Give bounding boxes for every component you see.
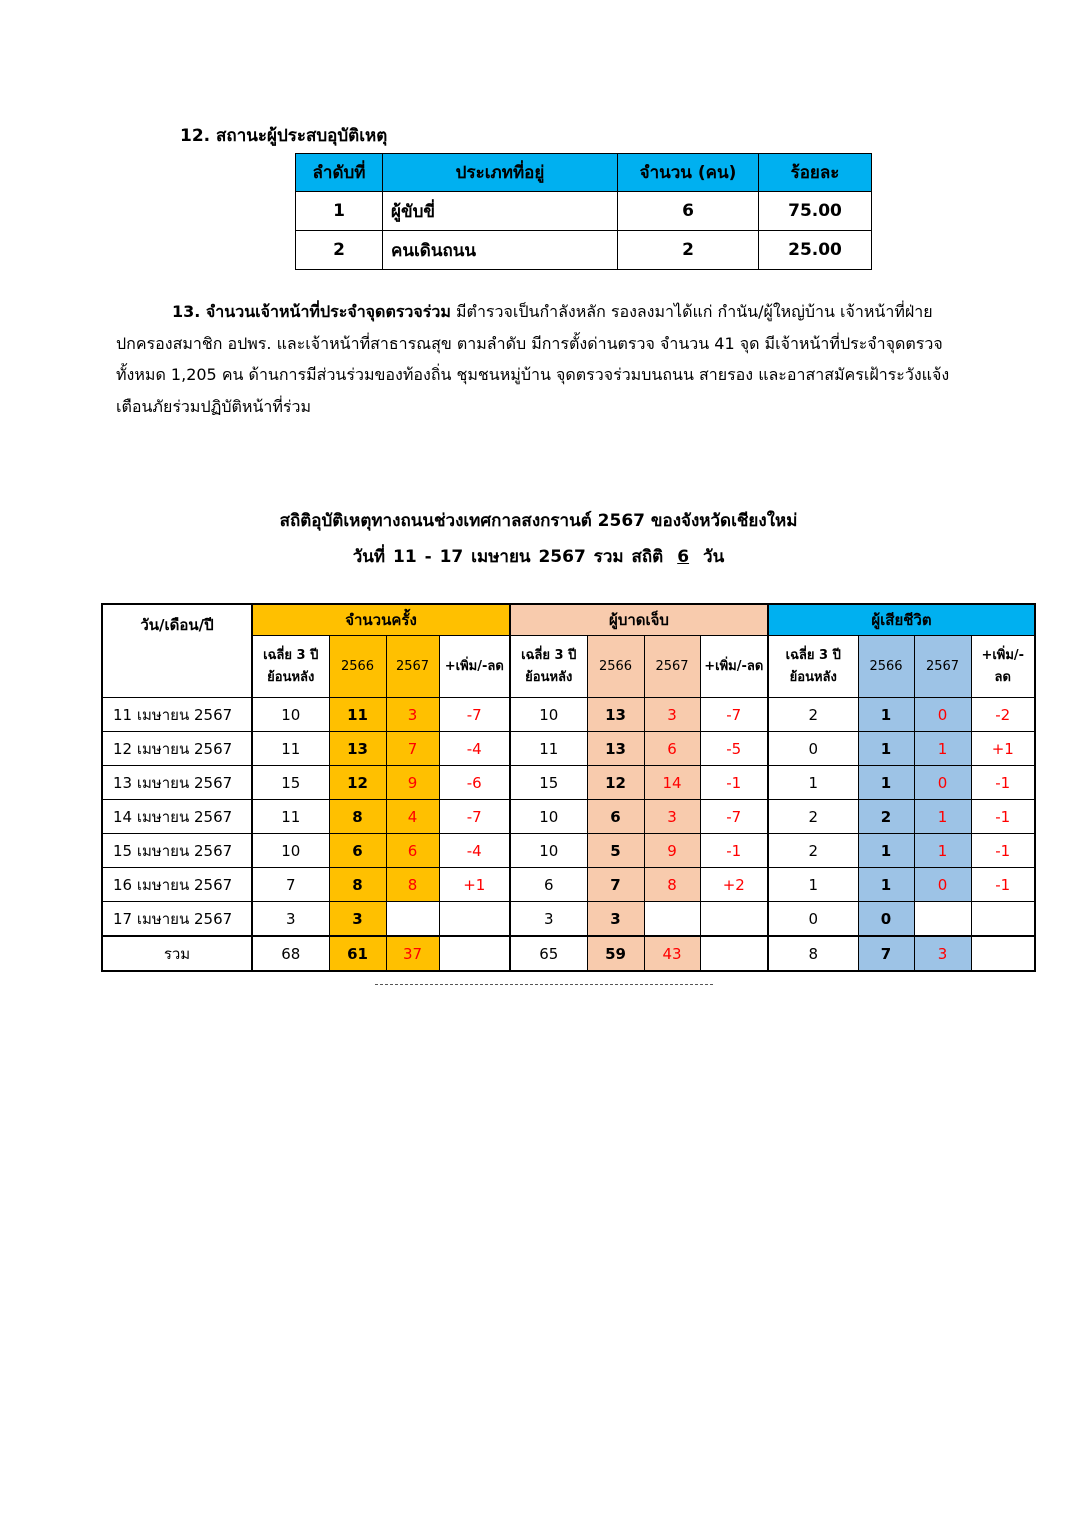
group-deaths-header: ผู้เสียชีวิต	[768, 604, 1035, 636]
value-cell: 2	[768, 698, 858, 732]
subtitle-prefix: วันที่ 11 - 17 เมษายน 2567 รวม สถิติ	[352, 547, 664, 567]
value-cell	[644, 902, 700, 937]
value-cell	[700, 902, 768, 937]
total-label: รวม	[102, 936, 252, 971]
value-cell: 65	[510, 936, 587, 971]
value-cell	[386, 902, 439, 937]
sub-2566-header: 2566	[329, 636, 386, 698]
value-cell: 0	[914, 868, 971, 902]
section-divider	[375, 984, 713, 985]
value-cell: 15	[510, 766, 587, 800]
table-header-row	[296, 154, 872, 192]
table-row	[102, 766, 1035, 800]
section-13-body: มีตำรวจเป็นกำลังหลัก รองลงมาได้แก่ กำนัน/ผู้ใหญ่บ้าน เจ้าหน้าที่ฝ่ายปกครองสมาชิก อปพร. และเจ้าหน้าที่สาธารณสุข ตามลำดับ มีการตั้งด่านตรวจ จำนวน 41 จุด มีเจ้าหน้าที่ประจำจุดตรวจทั้งหมด 1,205 คน ด้านการมีส่วนร่วมของท้องถิ่น ชุมชนหมู่บ้าน จุดตรวจร่วมบนถนน สายรอง และอาสาสมัครเฝ้าระวังแจ้งเตือนภัยร่วมปฏิบัติหน้าที่ร่วม	[116, 302, 950, 416]
sub-2567-header: 2567	[386, 636, 439, 698]
value-cell: -7	[700, 800, 768, 834]
value-cell: 10	[510, 834, 587, 868]
table-row	[102, 800, 1035, 834]
value-cell: -1	[971, 868, 1035, 902]
table-row	[296, 231, 872, 270]
table-row	[102, 902, 1035, 937]
value-cell: -1	[971, 834, 1035, 868]
value-cell: 37	[386, 936, 439, 971]
sub-diff-header: +เพิ่ม/- ลด	[971, 636, 1035, 698]
value-cell: 43	[644, 936, 700, 971]
group-header-row	[102, 604, 1035, 636]
value-cell: 1	[914, 834, 971, 868]
sub-avg-header: เฉลี่ย 3 ปี ย้อนหลัง	[252, 636, 329, 698]
group-injured-header: ผู้บาดเจ็บ	[510, 604, 768, 636]
sub-2566-header: 2566	[587, 636, 644, 698]
table-row	[102, 698, 1035, 732]
date-cell: 12 เมษายน 2567	[102, 732, 252, 766]
sub-diff-header: +เพิ่ม/-ลด	[439, 636, 510, 698]
subtitle-days: 6	[677, 547, 690, 567]
cell-count: 2	[618, 231, 759, 270]
value-cell: +2	[700, 868, 768, 902]
value-cell: 1	[914, 732, 971, 766]
value-cell: 2	[858, 800, 914, 834]
value-cell: 13	[587, 698, 644, 732]
sub-2566-header: 2566	[858, 636, 914, 698]
value-cell: 1	[914, 800, 971, 834]
value-cell: 15	[252, 766, 329, 800]
value-cell: 68	[252, 936, 329, 971]
value-cell: 10	[510, 698, 587, 732]
value-cell: 9	[386, 766, 439, 800]
sub-2567-header: 2567	[914, 636, 971, 698]
value-cell: 8	[329, 868, 386, 902]
value-cell: 8	[386, 868, 439, 902]
value-cell: 3	[329, 902, 386, 937]
value-cell: 1	[858, 766, 914, 800]
value-cell: -1	[700, 834, 768, 868]
table-row	[102, 868, 1035, 902]
value-cell: 3	[510, 902, 587, 937]
value-cell	[439, 902, 510, 937]
value-cell	[914, 902, 971, 937]
value-cell: 3	[252, 902, 329, 937]
value-cell: 13	[329, 732, 386, 766]
date-cell: 15 เมษายน 2567	[102, 834, 252, 868]
date-header: วัน/เดือน/ปี	[102, 604, 252, 698]
col-count-header: จำนวน (คน)	[618, 154, 759, 192]
section-13-lead: 13. จำนวนเจ้าหน้าที่ประจำจุดตรวจร่วม	[172, 302, 451, 321]
sub-avg-header: เฉลี่ย 3 ปี ย้อนหลัง	[510, 636, 587, 698]
value-cell: 5	[587, 834, 644, 868]
subtitle-suffix: วัน	[703, 547, 725, 567]
value-cell: 13	[587, 732, 644, 766]
value-cell: +1	[439, 868, 510, 902]
value-cell: 12	[587, 766, 644, 800]
section-13-paragraph	[116, 296, 976, 422]
value-cell: 10	[252, 834, 329, 868]
value-cell: 8	[329, 800, 386, 834]
col-percent-header: ร้อยละ	[759, 154, 872, 192]
value-cell: 14	[644, 766, 700, 800]
date-cell: 16 เมษายน 2567	[102, 868, 252, 902]
value-cell: 6	[644, 732, 700, 766]
table-row	[296, 192, 872, 231]
sub-2567-header: 2567	[644, 636, 700, 698]
value-cell	[971, 902, 1035, 937]
value-cell: 3	[644, 698, 700, 732]
date-cell: 17 เมษายน 2567	[102, 902, 252, 937]
value-cell: 0	[914, 766, 971, 800]
value-cell: 1	[768, 868, 858, 902]
value-cell: -5	[700, 732, 768, 766]
value-cell: 8	[768, 936, 858, 971]
value-cell: 4	[386, 800, 439, 834]
value-cell: 3	[914, 936, 971, 971]
value-cell: -7	[700, 698, 768, 732]
accident-victim-status-table	[295, 153, 872, 270]
value-cell: -1	[971, 800, 1035, 834]
cell-count: 6	[618, 192, 759, 231]
value-cell: 7	[587, 868, 644, 902]
statistics-body	[102, 698, 1035, 972]
value-cell: 10	[252, 698, 329, 732]
value-cell: -7	[439, 698, 510, 732]
date-cell: 13 เมษายน 2567	[102, 766, 252, 800]
statistics-title: สถิติอุบัติเหตุทางถนนช่วงเทศกาลสงกรานต์ 2567 ของจังหวัดเชียงใหม่	[279, 511, 798, 531]
value-cell: 6	[587, 800, 644, 834]
value-cell: 11	[510, 732, 587, 766]
cell-percent: 25.00	[759, 231, 872, 270]
value-cell: 1	[858, 868, 914, 902]
value-cell: 59	[587, 936, 644, 971]
cell-order: 1	[296, 192, 383, 231]
date-cell: 14 เมษายน 2567	[102, 800, 252, 834]
cell-percent: 75.00	[759, 192, 872, 231]
value-cell: -2	[971, 698, 1035, 732]
cell-type: คนเดินถนน	[383, 231, 618, 270]
value-cell: 12	[329, 766, 386, 800]
cell-order: 2	[296, 231, 383, 270]
value-cell: -1	[971, 766, 1035, 800]
value-cell	[439, 936, 510, 971]
value-cell: 1	[768, 766, 858, 800]
col-type-header: ประเภทที่อยู่	[383, 154, 618, 192]
total-row	[102, 936, 1035, 971]
value-cell	[971, 936, 1035, 971]
cell-type: ผู้ขับขี่	[383, 192, 618, 231]
value-cell: 61	[329, 936, 386, 971]
value-cell: 6	[386, 834, 439, 868]
value-cell: 7	[386, 732, 439, 766]
value-cell: 1	[858, 732, 914, 766]
value-cell: 11	[252, 800, 329, 834]
col-order-header: ลำดับที่	[296, 154, 383, 192]
value-cell	[700, 936, 768, 971]
value-cell: 8	[644, 868, 700, 902]
value-cell: 0	[914, 698, 971, 732]
value-cell: 1	[858, 834, 914, 868]
value-cell: 3	[587, 902, 644, 937]
value-cell: 3	[386, 698, 439, 732]
value-cell: 2	[768, 800, 858, 834]
value-cell: 11	[329, 698, 386, 732]
value-cell: 1	[858, 698, 914, 732]
value-cell: 7	[252, 868, 329, 902]
statistics-subtitle	[0, 543, 1077, 570]
songkran-statistics-table	[101, 603, 1036, 972]
group-accidents-header: จำนวนครั้ง	[252, 604, 510, 636]
value-cell: -6	[439, 766, 510, 800]
value-cell: 0	[858, 902, 914, 937]
sub-diff-header: +เพิ่ม/-ลด	[700, 636, 768, 698]
value-cell: 6	[329, 834, 386, 868]
value-cell: 11	[252, 732, 329, 766]
value-cell: +1	[971, 732, 1035, 766]
value-cell: -4	[439, 732, 510, 766]
value-cell: 9	[644, 834, 700, 868]
value-cell: 0	[768, 732, 858, 766]
date-cell: 11 เมษายน 2567	[102, 698, 252, 732]
value-cell: 6	[510, 868, 587, 902]
section-12-title: 12. สถานะผู้ประสบอุบัติเหตุ	[180, 126, 388, 146]
value-cell: -4	[439, 834, 510, 868]
sub-avg-header: เฉลี่ย 3 ปี ย้อนหลัง	[768, 636, 858, 698]
table-row	[102, 834, 1035, 868]
value-cell: 3	[644, 800, 700, 834]
value-cell: -7	[439, 800, 510, 834]
value-cell: 2	[768, 834, 858, 868]
value-cell: 10	[510, 800, 587, 834]
value-cell: -1	[700, 766, 768, 800]
value-cell: 0	[768, 902, 858, 937]
table-row	[102, 732, 1035, 766]
value-cell: 7	[858, 936, 914, 971]
